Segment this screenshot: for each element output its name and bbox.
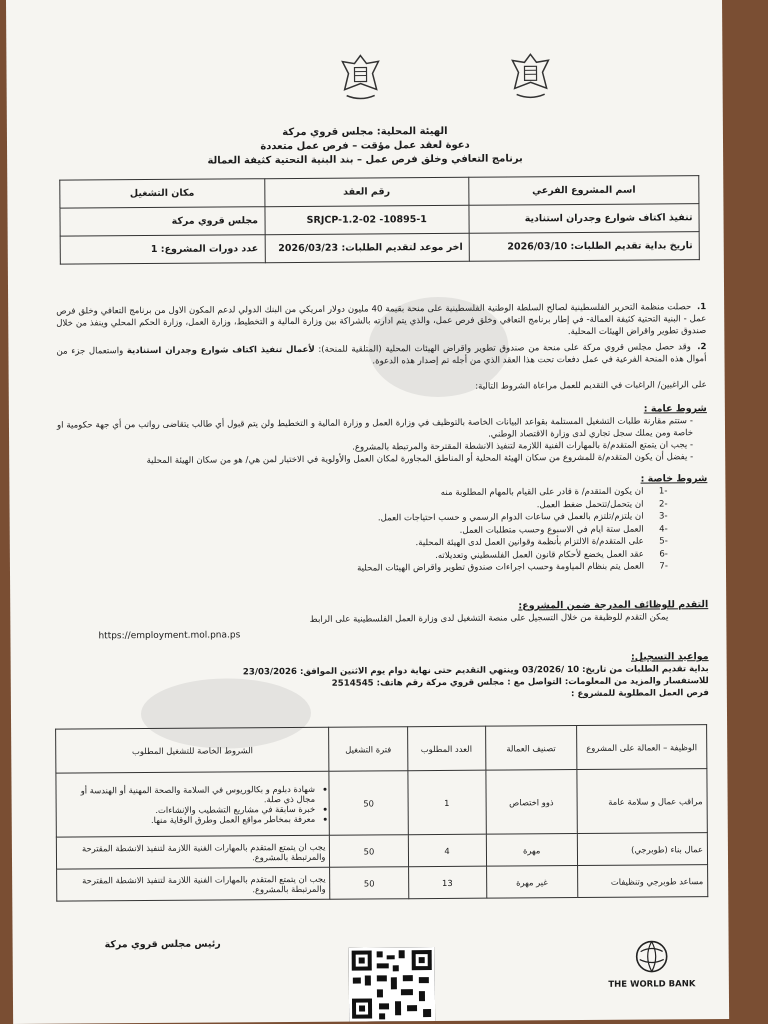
world-bank-logo bbox=[607, 939, 697, 990]
job-name: مساعد طوبرجي وتنظيفات bbox=[577, 865, 707, 898]
special-condition-item: -2ان يتحمل/تتحمل ضغط العمل. bbox=[536, 498, 668, 510]
jobs-title: فرص العمل المطلوبة للمشروع : bbox=[570, 688, 709, 700]
apply-section bbox=[58, 599, 708, 628]
header-line-1: الهيئة المحلية: مجلس قروي مركة bbox=[282, 125, 448, 139]
job-period: 50 bbox=[330, 835, 408, 868]
job-count: 4 bbox=[408, 834, 486, 867]
job-name: عمال بناء (طوبرجي) bbox=[577, 833, 707, 866]
general-condition-item: - يجب ان يتمتع المتقدم/ة بالمهارات الفنية اللازمة لتنفيذ الانشطة المقترحة والمرتبطة بالمشروع. bbox=[57, 439, 693, 455]
condition-item: • شهادة دبلوم و بكالوريوس في السلامة والصحة المهنية أو الهندسة أو مجال ذي صلة. bbox=[60, 783, 315, 805]
special-condition-item: -7العمل يتم بنظام المياومة وحسب اجراءات صندوق تطوير واقراض الهيئات المحلية bbox=[357, 561, 669, 574]
location-value: مجلس قروي مركة bbox=[60, 207, 265, 236]
job-class: مهرة bbox=[486, 834, 577, 867]
job-conditions: يجب ان يتمتع المتقدم بالمهارات الفنية اللازمة لتنفيذ الانشطة المقترحة والمرتبطة بالمشروع. bbox=[56, 835, 330, 869]
header-count: العدد المطلوب bbox=[407, 726, 485, 771]
special-condition-item: -1ان يكون المتقدم/ ة قادر على القيام بالمهام المطلوبة منه bbox=[440, 486, 668, 498]
intro-section bbox=[56, 301, 707, 396]
header-line-3: برنامج التعافي وخلق فرص عمل – بند البنية التحتية كثيفة العمالة bbox=[207, 153, 523, 167]
project-cycles: عدد دورات المشروع: 1 bbox=[60, 235, 265, 264]
header-job: الوظيفة – العمالة على المشروع bbox=[576, 725, 706, 770]
conditions-note: على الراغبين/ الراغبات في التقديم للعمل مراعاة الشروط التالية: bbox=[475, 380, 707, 392]
general-conditions bbox=[57, 403, 707, 468]
employment-link[interactable]: https://employment.mol.pna.ps bbox=[98, 630, 241, 642]
job-count: 1 bbox=[407, 770, 486, 835]
contact-info: للاستفسار والمزيد من المعلومات: التواصل مع : مجلس قروي مركة رقم هاتف: 2514545 bbox=[331, 676, 709, 689]
registration-title: مواعيد التسجيل: bbox=[630, 651, 709, 663]
table-row bbox=[57, 865, 708, 902]
table-row bbox=[56, 833, 707, 870]
special-conditions-title: شروط خاصة : bbox=[640, 473, 708, 485]
registration-dates: بداية تقديم الطلبات من تاريخ: 10 /03/2026 وينتهي التقديم حتى نهاية دوام يوم الاثنين الموافق: 23/03/2026 bbox=[242, 664, 709, 678]
contract-no-label: رقم العقد bbox=[264, 177, 469, 206]
registration-section bbox=[59, 651, 709, 704]
sub-project-value: تنفيذ اكتاف شوارع وجدران استنادية bbox=[469, 204, 699, 234]
job-name: مراقب عمال و سلامة عامة bbox=[577, 769, 708, 834]
intro-paragraph-2: 2. وقد حصل مجلس قروي مركة على منحة من صندوق تطوير واقراض الهيئات المحلية (المتلقية للمنحة): لأعمال تنفيذ اكتاف شوارع وجدران استنادية واستعمال جزء من أموال هذه المنحة الفرعية في عمل دفعات تحت هذا العقد الذي من أجله تم إصدار هذه الدعوة. bbox=[56, 342, 707, 367]
document-page bbox=[6, 0, 729, 1024]
general-condition-item: - ستتم مقارنة طلبات التشغيل المستلمة بقواعد البيانات الخاصة بالتوظيف في وزارة العمل و وزارة المالية و التخطيط ولن يتم قبول أي طالب يتقاضى رواتب من أي جهة حكومية او خاصة ومن يملك سجل تجاري لدى وزارة الاقتصاد الوطني. bbox=[57, 415, 693, 443]
job-conditions: يجب ان يتمتع المتقدم بالمهارات الفنية اللازمة لتنفيذ الانشطة المقترحة والمرتبطة بالمشروع. bbox=[57, 867, 331, 901]
job-period: 50 bbox=[330, 867, 408, 900]
apply-title: التقدم للوظائف المدرجة ضمن المشروع: bbox=[518, 599, 709, 612]
special-condition-item: -5على المتقدم/ة الالتزام بأنظمة وقوانين العمل لدى الهيئة المحلية. bbox=[415, 536, 668, 549]
location-label: مكان التشغيل bbox=[60, 179, 265, 208]
condition-item: • خبرة سابقة في مشاريع التشطيب والإنشاءات. bbox=[61, 803, 316, 815]
project-info-table bbox=[59, 175, 700, 264]
header-class: تصنيف العمالة bbox=[485, 726, 576, 771]
qr-code-icon bbox=[349, 947, 436, 1022]
special-condition-item: -4العمل ستة ايام في الاسبوع وحسب متطلبات العمل. bbox=[459, 523, 668, 536]
special-conditions bbox=[57, 473, 708, 577]
start-date: تاريخ بداية تقديم الطلبات: 2026/03/10 bbox=[469, 232, 699, 262]
world-bank-globe-icon bbox=[635, 939, 669, 973]
job-conditions bbox=[56, 771, 330, 837]
special-condition-item: -3ان يلتزم/تلتزم بالعمل في ساعات الدوام الرسمي و حسب احتياجات العمل. bbox=[377, 511, 668, 524]
job-period: 50 bbox=[329, 771, 408, 836]
palestine-emblem-icon-2 bbox=[506, 48, 554, 104]
intro-paragraph-1: 1. حصلت منظمة التحرير الفلسطينية لصالح السلطة الوطنية الفلسطينية على منحة بقيمة 40 مليون دولار امريكي من البنك الدولي لدعم المكون الاول من برنامج التعافي وخلق فرص عمل - البنية التحتية كثيفة العمالة- في إطار برنامج التعافي وخلق فرص عمل، والذي يتم ادارته بالشراكة بين وزارة المالية و التخطيط، وزارة العمل، وزارة الحكم المحلي وينفذ من خلال صندوق تطوير واقراض الهيئات المحلية. bbox=[56, 302, 707, 338]
header-line-2: دعوة لعقد عمل مؤقت – فرص عمل متعددة bbox=[260, 139, 470, 153]
header-period: فترة التشغيل bbox=[329, 727, 407, 772]
document-header bbox=[7, 123, 723, 170]
special-condition-item: -6عقد العمل يخضع لأحكام قانون العمل الفلسطيني وتعديلاته. bbox=[435, 548, 668, 561]
contract-no-value: SRJCP-1.2-02 -10895-1 bbox=[264, 205, 469, 234]
world-bank-text: THE WORLD BANK bbox=[608, 979, 696, 990]
job-count: 13 bbox=[408, 866, 486, 899]
condition-item: • معرفة بمخاطر مواقع العمل وطرق الوقاية منها. bbox=[61, 813, 316, 825]
jobs-table-header bbox=[56, 725, 707, 774]
general-conditions-title: شروط عامة : bbox=[643, 403, 707, 415]
general-condition-item: - يفضل أن يكون المتقدم/ة للمشروع من سكان الهيئة المحلية أو المناطق المجاورة لمكان العمل والأولوية في الاختيار لمن هي/ هو من سكان الهيئة المحلية bbox=[57, 451, 693, 467]
job-class: غير مهرة bbox=[486, 866, 577, 899]
council-head-signature: رئيس مجلس قروي مركة bbox=[104, 938, 221, 951]
sub-project-label: اسم المشروع الفرعي bbox=[469, 176, 699, 206]
job-class: ذوو اختصاص bbox=[486, 770, 578, 835]
palestine-emblem-icon bbox=[336, 49, 384, 105]
header-conditions: الشروط الخاصة للتشغيل المطلوب bbox=[56, 727, 330, 773]
jobs-table bbox=[55, 724, 708, 902]
apply-text: يمكن التقدم للوظيفة من خلال التسجيل على منصة التشغيل لدى وزارة العمل الفلسطينية على الرابط bbox=[309, 612, 669, 625]
deadline: اخر موعد لتقديم الطلبات: 2026/03/23 bbox=[265, 233, 470, 262]
table-row bbox=[56, 769, 707, 838]
